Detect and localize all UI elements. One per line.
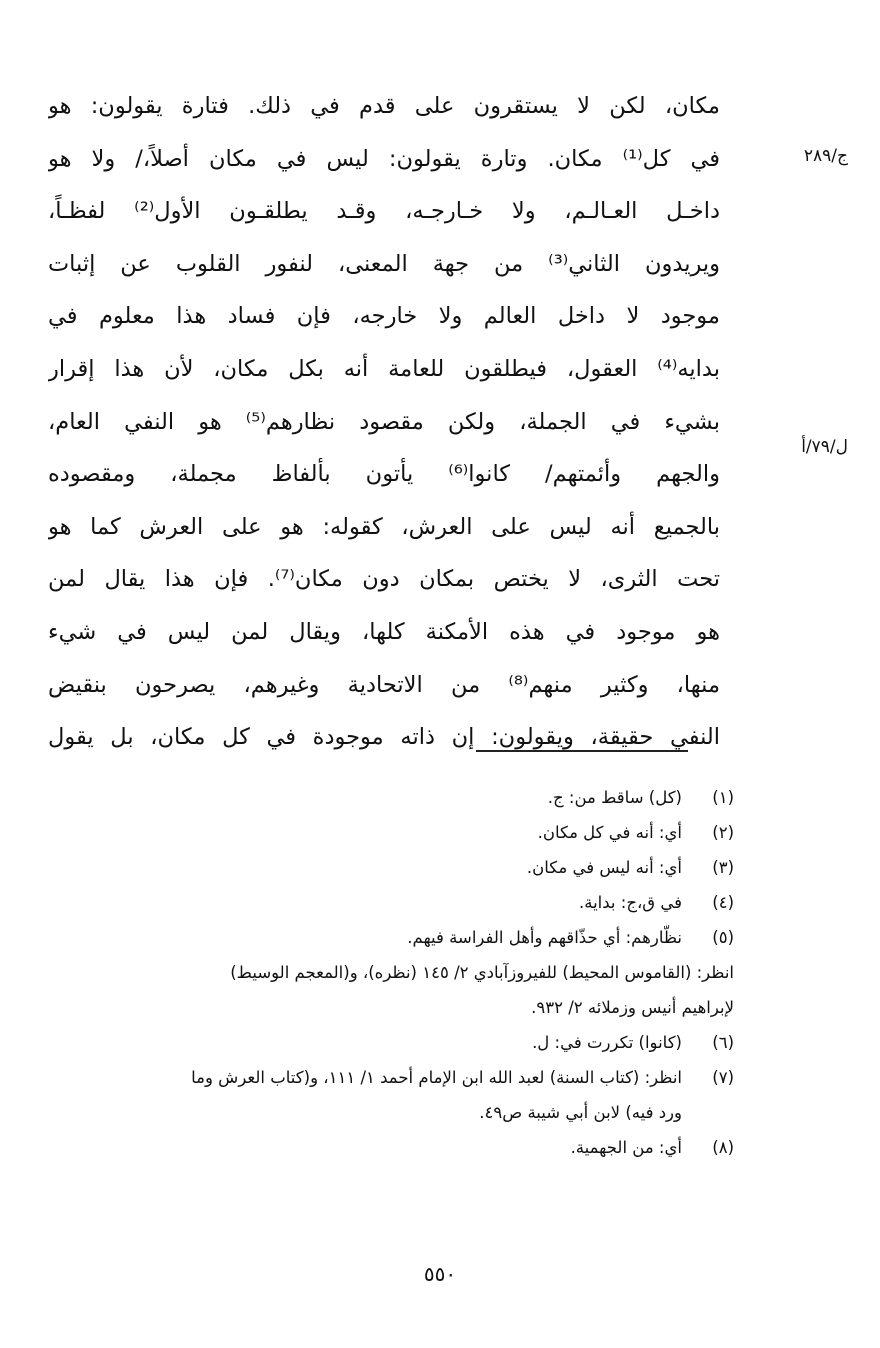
footnote: [48, 1130, 734, 1165]
footnote-number: (١): [712, 788, 734, 807]
footnote: [48, 815, 734, 850]
footnote-text: نظّارهم: أي حذّاقهم وأهل الفراسة فيهم.: [407, 928, 682, 947]
footnote-text: (كانوا) تكررت في: ل.: [532, 1033, 682, 1052]
footnote-number: (٨): [712, 1138, 734, 1157]
footnote-text: أي: أنه في كل مكان.: [537, 823, 682, 842]
footnote-text: انظر: (القاموس المحيط) للفيروزآبادي ٢/ ١٤٥ (نظره)، و(المعجم الوسيط): [230, 963, 734, 982]
text-line: بشيء في الجملة، ولكن مقصود نظارهم⁽⁵⁾ هو النفي العام،: [48, 408, 720, 435]
footnote-text: لإبراهيم أنيس وزملائه ٢/ ٩٣٢.: [531, 998, 734, 1017]
text-line: بالجميع أنه ليس على العرش، كقوله: هو على العرش كما هو: [48, 513, 720, 540]
footnote-number: (٦): [712, 1033, 734, 1052]
footnote: [48, 780, 734, 815]
text-line: تحت الثرى، لا يختص بمكان دون مكان⁽⁷⁾. فإن هذا يقال لمن: [48, 566, 720, 593]
margin-note-manuscript-ref: ل/٧٩/أ: [801, 437, 848, 457]
footnote-continuation: [48, 1095, 734, 1130]
footnote-text: أي: أنه ليس في مكان.: [526, 858, 682, 877]
text-line: والجهم وأئمتهم/ كانوا⁽⁶⁾ يأتون بألفاظ مجملة، ومقصوده: [48, 461, 720, 488]
text-line: داخـل العـالـم، ولا خـارجـه، وقـد يطلقـون الأول⁽²⁾ لفظـاً،: [48, 198, 720, 225]
footnote: [48, 1060, 734, 1095]
text-line: هو موجود في هذه الأمكنة كلها، ويقال لمن ليس في شيء: [48, 618, 720, 645]
footnote-text: انظر: (كتاب السنة) لعبد الله ابن الإمام أحمد ١/ ١١١، و(كتاب العرش وما: [191, 1068, 682, 1087]
footnote: [48, 920, 734, 955]
footnote-text: أي: من الجهمية.: [570, 1138, 682, 1157]
page-number: ٥٥٠: [423, 1262, 457, 1286]
margin-note-manuscript-ref: ج/٢٨٩: [803, 146, 848, 166]
footnote-separator: [476, 750, 688, 752]
text-line: مكان، لكن لا يستقرون على قدم في ذلك. فتارة يقولون: هو: [48, 93, 720, 119]
footnote: [48, 1025, 734, 1060]
footnote-text: ورد فيه) لابن أبي شيبة ص٤٩.: [479, 1103, 682, 1122]
footnote: [48, 885, 734, 920]
text-line: موجود لا داخل العالم ولا خارجه، فإن فساد هذا معلوم في: [48, 303, 720, 330]
footnote-text: (كل) ساقط من: ج.: [547, 788, 682, 807]
footnote-number: (٣): [712, 858, 734, 877]
footnote-number: (٢): [712, 823, 734, 842]
footnotes: [48, 780, 734, 1165]
text-line: في كل⁽¹⁾ مكان. وتارة يقولون: ليس في مكان أصلاً،/ ولا هو: [48, 145, 720, 172]
text-line: النفي حقيقة، ويقولون: إن ذاته موجودة في كل مكان، بل يقول: [48, 724, 720, 751]
footnote: [48, 850, 734, 885]
footnote-text: في ق،ج: بداية.: [579, 893, 682, 912]
text-line: منها، وكثير منهم⁽⁸⁾ من الاتحادية وغيرهم، يصرحون بنقيض: [48, 671, 720, 698]
footnote-continuation: [48, 990, 734, 1025]
footnote-number: (٧): [712, 1068, 734, 1087]
footnote-number: (٤): [712, 893, 734, 912]
footnote-number: (٥): [712, 928, 734, 947]
text-line: ويريدون الثاني⁽³⁾ من جهة المعنى، لنفور القلوب عن إثبات: [48, 250, 720, 277]
main-text: [48, 80, 720, 764]
footnote-continuation: [48, 955, 734, 990]
text-line: بدايه⁽⁴⁾ العقول، فيطلقون للعامة أنه بكل مكان، لأن هذا إقرار: [48, 355, 720, 382]
